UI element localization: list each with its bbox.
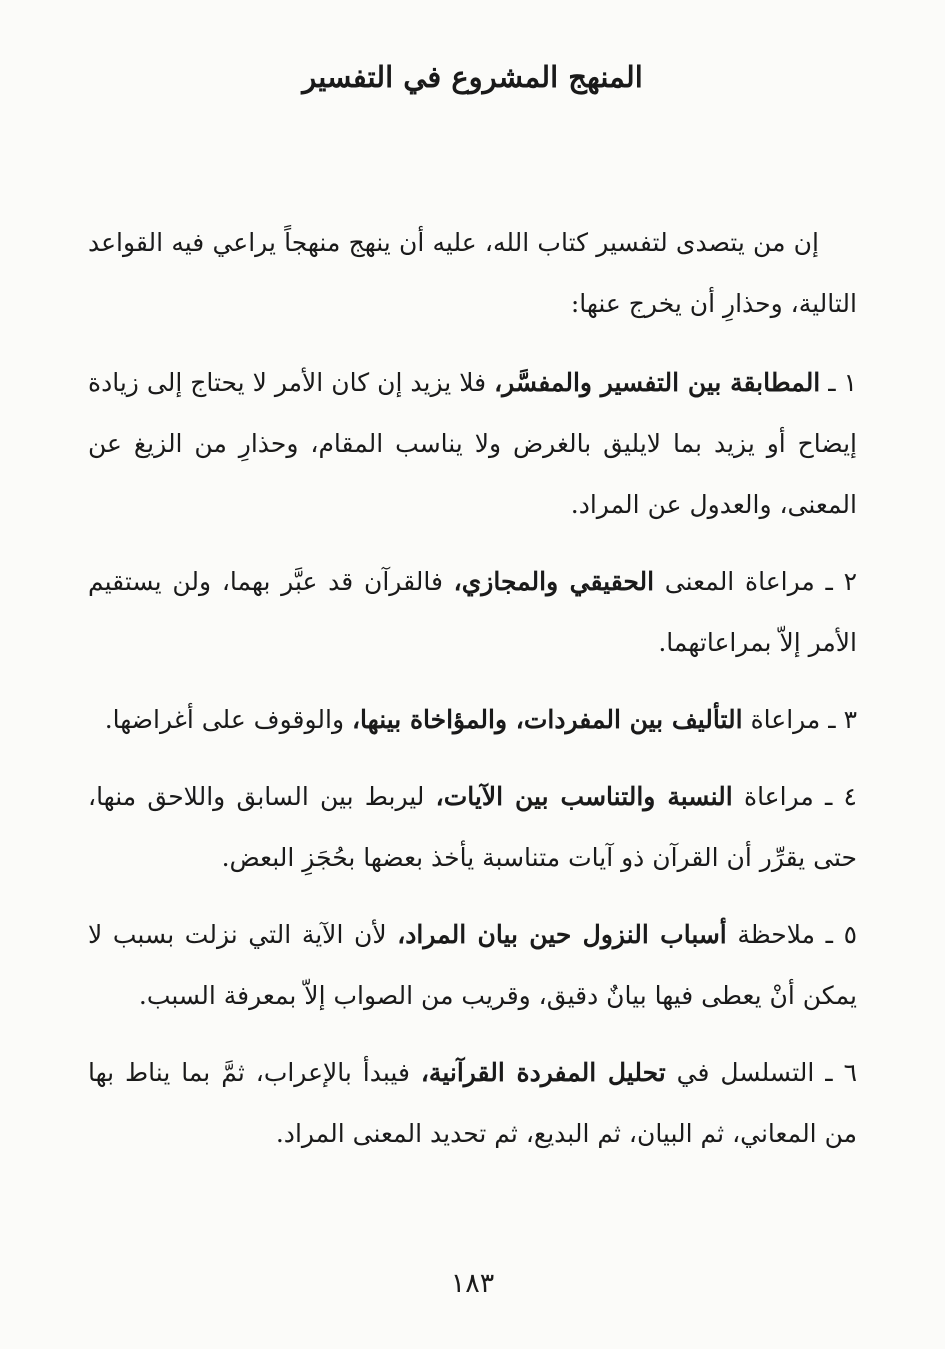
rule-lead-text: مراعاة المعنى	[664, 567, 815, 596]
rule-heading: أسباب النزول حين بيان المراد،	[397, 920, 727, 949]
rule-item-5	[88, 904, 857, 1026]
rule-heading: التأليف بين المفردات، والمؤاخاة بينها،	[351, 705, 743, 734]
rule-lead-text: التسلسل في	[676, 1058, 815, 1087]
rule-item-6	[88, 1042, 857, 1164]
rule-heading: المطابقة بين التفسير والمفسَّر،	[494, 368, 821, 397]
rule-heading: النسبة والتناسب بين الآيات،	[435, 782, 733, 811]
rule-number: ٣ ـ	[828, 705, 857, 734]
page-number: ١٨٣	[450, 1268, 495, 1299]
rule-number: ٢ ـ	[825, 567, 857, 596]
rule-item-3	[88, 689, 857, 750]
rule-text: والوقوف على أغراضها.	[104, 705, 345, 734]
rule-text: فلا يزيد إن كان الأمر لا يحتاج إلى زيادة إيضاح أو يزيد بما لايليق بالغرض ولا يناسب المقام، وحذارِ من الزيغ عن المعنى، والعدول عن المراد.	[88, 368, 857, 519]
rule-item-4	[88, 766, 857, 888]
rule-text: فالقرآن قد عبَّر بهما، ولن يستقيم الأمر إلاّ بمراعاتهما.	[88, 567, 857, 657]
rule-number: ٦ ـ	[825, 1058, 857, 1087]
intro-paragraph: إن من يتصدى لتفسير كتاب الله، عليه أن ينهج منهجاً يراعي فيه القواعد التالية، وحذارِ أن يخرج عنها:	[88, 228, 857, 318]
page-title: المنهج المشروع في التفسير	[302, 60, 643, 94]
rule-text: لأن الآية التي نزلت بسبب لا يمكن أنْ يعطى فيها بيانٌ دقيق، وقريب من الصواب إلاّ بمعرفة السبب.	[88, 920, 857, 1010]
rule-heading: تحليل المفردة القرآنية،	[420, 1058, 666, 1087]
page-body	[88, 212, 857, 1180]
rule-heading: الحقيقي والمجازي،	[453, 567, 655, 596]
rule-number: ٤ ـ	[824, 782, 857, 811]
rule-number: ١ ـ	[828, 368, 857, 397]
rule-item-1	[88, 352, 857, 535]
rule-lead-text: ملاحظة	[737, 920, 816, 949]
rule-lead-text: مراعاة	[750, 705, 821, 734]
rule-item-2	[88, 551, 857, 673]
rule-text: فيبدأ بالإعراب، ثمَّ بما يناط بها من المعاني، ثم البيان، ثم البديع، ثم تحديد المعنى المراد.	[88, 1058, 857, 1148]
rule-lead-text: مراعاة	[743, 782, 814, 811]
rule-number: ٥ ـ	[825, 920, 857, 949]
rule-text: ليربط بين السابق واللاحق منها، حتى يقرِّر أن القرآن ذو آيات متناسبة يأخذ بعضها بحُجَزِ البعض.	[88, 782, 857, 872]
